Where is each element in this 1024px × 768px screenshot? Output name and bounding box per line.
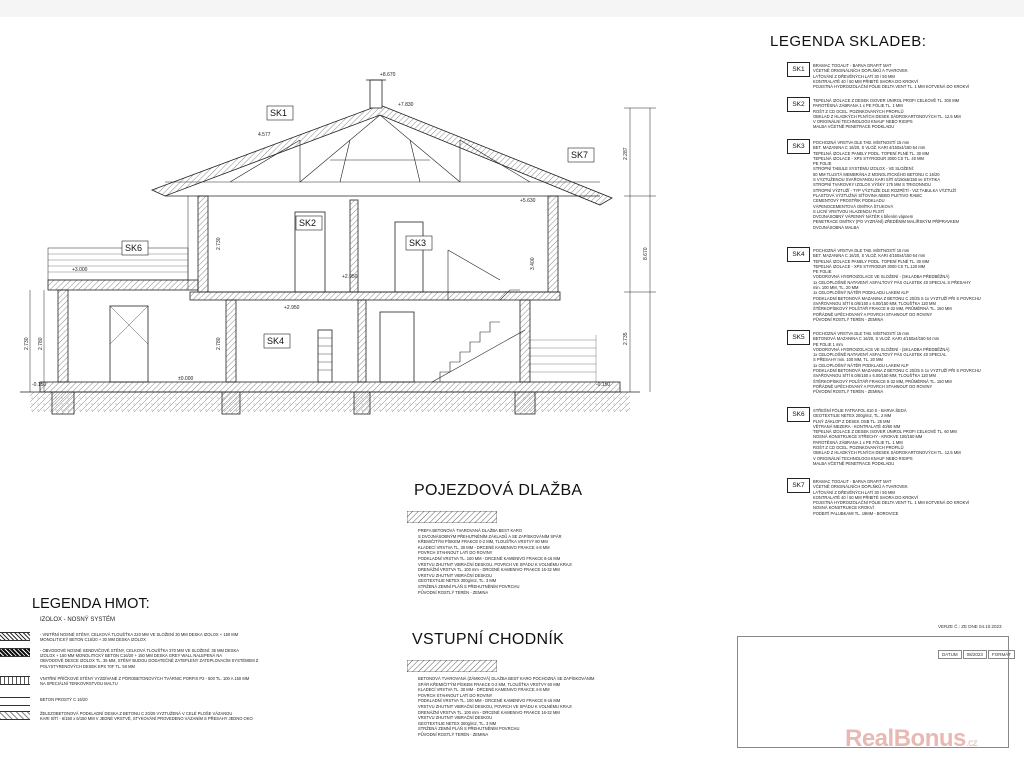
watermark-brand: RealBonus [845,725,966,752]
structure-description [813,479,1013,516]
structure-line: PŮVODNÍ ROSTLÝ TERÉN - ZEMINA [813,316,884,322]
layer-line: VRSTVU ZHUTNIT VIBRAČNÍ DESKOU, POVRCH VE SPÁDU K VOLNÉMU KRAJI [418,703,572,709]
structure-line: NOSNÁ KONSTRUKCE STŘECHY - KROKVE 100/160 MM [813,434,923,440]
material-line: OBVODOVÉ DESCE IZOLOX TL. 35 MM, STĚNY BUDOU DODATEČNĚ ZATEPLENY ZATEPLOVACÍM SYSTÉMEM Z [40,658,259,664]
dim-upper-wall: 2.730 [216,237,222,250]
structure-line: OBKLAD Z HLADKÝCH PLNÝCH DESEK SÁDROKARTONOVÝCH TL. 12.5 MM [813,450,961,456]
material-description [40,697,310,702]
structure-line: PE FOLIE 1 mm [813,341,843,347]
layer-line: VRSTVU ZHUTNIT VIBRAČNÍ DESKOU [418,715,493,721]
layer-line: PŮVODNÍ ROSTLÝ TERÉN - ZEMINA [418,589,489,595]
structure-line: 1x CELOPLOŠNĚ NATAVENÝ ASFALTOVÝ PÁS GLASTEK 40 SPECIAL [813,352,947,358]
structure-line: PAROTĚSNÁ ZÁBRANA 1 x PE FÓLIE TL. 1 MM [813,439,903,445]
structure-line: STROPNÍ TABULE SYSTÉMU IZOLOX - VE SLOŽENÍ: [813,166,914,172]
viewer-top-bar [0,0,1024,17]
material-line: KARI SÍTÍ - 6/150 x 6/150 MM V JEDNÉ VRSTVĚ, STYKOVÁNÍ PROVEDENO VÁZANÍM S PŘESAHY JEDNO OKO [40,716,253,722]
structure-line: BET. MAZANINA C 16/20, S VLOŽ. KARI 4/150x4/150 64 mm [813,253,926,259]
material-line: ŽELEZOBETONOVÁ PODKLADNÍ DESKA Z BETONU C 20/25 VYZTUŽENÁ V CELÉ PLOŠE VÁZANOU [40,711,233,716]
material-description [40,632,310,642]
date-label: DATUM [938,650,962,659]
material-line: POLYSTYRENOVÝCH DESEK EPS 70F TL. 50 MM [40,663,135,669]
dim-lower-wall: 2.780 [216,337,222,350]
structure-line: PENETRACE OMÍTKY (PO VYZRÁNÍ) ZŘEDĚNÍM MALÍŘSKÝM PŘÍPRAVKEM [813,219,959,225]
structure-line: 1x CELOPLOŠNÝ NÁTĚR PODKLADU LAKEM ALP [813,290,909,296]
sk2-label: SK2 [299,218,317,228]
driveway-layers [418,528,572,595]
structure-line: TEPELNÁ IZOLACE - XPS STYRODUR 3000 CS TL. 40 MM [813,155,924,161]
level-ridge: +7.830 [398,102,414,108]
layer-line: PODKLADNÍ VRSTVA TL. 100 MM - DRCENÉ KAMENIVO FRAKCE 8-16 MM [418,698,561,704]
structure-description [813,63,1013,89]
material-description [40,648,310,669]
terrace-railing [48,248,188,280]
structure-line: MALBA VČETNĚ PENETRACE PODKLADU [813,124,895,130]
structure-description [813,248,1013,322]
format-label: FORMÁT [988,650,1015,659]
floor-slab [40,382,620,392]
dim-left-2: 2.780 [38,337,44,350]
structure-line: BRAMAC TOGALIT - BARVA GRAFIT MAT [813,479,892,484]
structure-line: POCHOZNÁ VRSTVA DLE TAB. MÍSTNOSTÍ 15 mm [813,248,910,253]
version-note: VERZE Č.: ZE DNE 04.10.2023 [938,624,1002,629]
dim-right-upper: 2.287 [623,147,629,160]
material-description [40,711,310,721]
structure-line: BET. MAZANINA C 16/20, S VLOŽ. KARI 4/150x4/150 64 mm [813,145,926,151]
structure-line: V ORIGINÁLNÍ TECHNOLOGII KNAUF NEBO RIGIPS [813,455,913,461]
structure-line: PAROTĚSNÁ ZÁBRANA 1 x PE FÓLIE TL. 1 MM [813,103,903,109]
structures-legend-title: LEGENDA SKLADEB: [770,33,927,50]
structure-line: PODKLADNÍ BETONOVÁ MAZANINA Z BETONU C 20/25 S 1x VYZTUŽÍ PŘI S POVRCHU [813,295,981,301]
layer-line: DRENÁŽNÍ VRSTVA TL. 100 mm - DRCENÉ KAMENIVO FRAKCE 16-32 MM [418,709,560,715]
structure-line: ŠTĚRKOPÍSKOVÝ POLŠTÁŘ FRAKCE 8-32 MM, PRŮMĚRNÁ TL. 150 MM [813,306,952,312]
structure-line: DVOJNÁSOBNÝ VÁPENNÝ NÁTĚR s bílením vápnem [813,214,914,220]
layer-line: KLADECÍ VRSTVA TL. 30 MM - DRCENÉ KAMENIVO FRAKCE 4-8 MM [418,687,550,693]
structure-line: BRAMAC TOGALIT - BARVA GRAFIT MAT [813,63,892,68]
structure-line: POŘÁDNĚ UPĚCHOVANÝ A POVRCH STAHNOUT DO ROVINY [813,383,933,389]
structure-line: GEOTEXTILIE NETEX 200g/m2, TL. 2 MM [813,413,892,419]
structure-line: 1x CELOPLOŠNĚ NATAVENÝ ASFALTOVÝ PÁS GLASTEK 40 SPECIAL S PŘESAHY [813,279,971,285]
structure-line: POCHOZNÁ VRSTVA DLE TAB. MÍSTNOSTÍ 15 mm [813,140,910,145]
structure-line: STŘEŠNÍ FÓLIE FATRAFOL 810 S - BARVA ŠEDÁ [813,408,907,413]
structure-code-box: SK6 [787,407,810,422]
layer-line: STRŽENÁ ZEMNÍ PLÁŇ S PŘEHUTNĚNÍM POVRCHU [418,726,520,732]
structure-line: PŮVODNÍ ROSTLÝ TERÉN - ZEMINA [813,389,884,395]
staircase [432,250,525,382]
structure-line: NOSNÁ KONSTRUKCE KROKVÍ [813,505,874,511]
dim-overall: 8.670 [643,247,649,260]
material-line: VNITŘNÍ PŘÍČKOVÉ STĚNY VYZDÍVANÉ Z PÓROBETONOVÝCH TVÁRNIC PORFIX P2 - 500 TL. 100 A 150 MM [40,676,250,681]
material-line: NA SPECIÁLNÍ TENKOVRSTVOU MALTU [40,681,118,687]
structure-line: SVAŘOVANOU SÍTÍ 6.0/6/150 x 6.00/150 MM, TLOUŠŤKA 120 MM [813,300,936,306]
material-line: IZOLOX + 150 MM MONOLITICKÝ BETON C16/20 + 150 MM DESKA GREY WALL NALEPENÁ NA [40,653,223,659]
structure-line: V ORIGINÁLNÍ TECHNOLOGII KNAUF NEBO RIGIPS [813,119,913,125]
layer-line: BETONOVÁ TVAROVANÁ (ZÁMKOVÁ) DLAŽBA BEST KARO POCHOZNÁ SE ZAPÍSKOVÁNÍM [418,676,595,681]
structure-line: POJISTNÁ HYDROIZOLAČNÍ FÓLIE DELTA VENT TL. 1 MM KOTVENÁ DO KROKVÍ [813,500,970,506]
date-value: 08/2023 [963,650,987,659]
structure-line: VÁPENOCEMENTOVÁ OMÍTKA ŠTUKOVÁ [813,203,894,209]
structure-line: PLNÝ ZÁKLOP Z DESEK OSB TL. 25 MM [813,418,890,424]
layer-line: VRSTVU ZHUTNIT VIBRAČNÍ DESKOU, POVRCH VE SPÁDU K VOLNÉMU KRAJI [418,561,572,567]
layer-line: VRSTVU ZHUTNIT VIBRAČNÍ DESKOU [418,572,493,578]
level-eave: +5.630 [520,198,536,204]
material-description [40,676,310,686]
structure-line: VČETNĚ ORIGINÁLNÍCH DOPLŇKŮ A TVAROVEK [813,68,908,74]
structure-line: S LICNÍ VRSTVOU HLAZENOU PLSTÍ [813,208,885,214]
structure-line: S VYZTUŽENOU SVAŘOVANOU KARI SÍTÍ 6/150x6/150 ve STATIKA [813,177,941,183]
level-top-ridge: +8.670 [380,72,396,78]
structure-line: CEMENTOVÝ PROSTŘIK PODKLADU [813,198,885,204]
layer-line: DRENÁŽNÍ VRSTVA TL. 100 mm - DRCENÉ KAMENIVO FRAKCE 16-32 MM [418,567,560,573]
structure-line: POJISTNÁ HYDROIZOLAČNÍ FÓLIE DELTA VENT TL. 1 MM KOTVENÁ DO KROKVÍ [813,84,970,90]
entrance-path-layer-swatch [407,660,497,672]
material-line: BETON PROSTÝ C 16/20 [40,697,88,702]
material-swatch [0,632,30,641]
level-slab: +2.950 [284,305,300,311]
material-swatch [0,711,30,720]
dim-roof-slope: 4.577 [258,132,271,138]
structure-line: TEPELNÁ IZOLACE PANELY PODL. TOPENÍ PLNÉ TL. 30 MM [813,258,930,264]
structure-line: STROPNÍ TVAROVKY IZOLOX VÝŠKY 175 MM S TRIGONNOU [813,182,931,188]
entrance-path-title: VSTUPNÍ CHODNÍK [412,631,565,648]
layer-line: POVRCH STAHNOUT LATÍ DO ROVINY [418,550,493,556]
sk1-label: SK1 [270,108,288,118]
sk3-label: SK3 [409,238,427,248]
material-swatch [0,697,30,706]
structure-line: ŠTĚRKOPÍSKOVÝ POLŠTÁŘ FRAKCE 8-32 MM, PRŮMĚRNÁ TL. 150 MM [813,378,952,384]
sk6-label: SK6 [125,243,143,253]
structure-code-box: SK3 [787,139,810,154]
level-right-terrain: -0.150 [596,382,611,388]
roof-outline [152,105,612,205]
material-line: MONOLITICKÝ BETON C16/20 + 30 MM DESKA IZOLOX [40,637,146,643]
structure-line: TEPELNÁ IZOLACE Z DESEK ISOVER UNIROL PROFI CELKOVĚ TL. 300 MM [813,98,960,103]
structure-line: PODKLADNÍ BETONOVÁ MAZANINA Z BETONU C 20/25 S 1x VYZTUŽÍ PŘI S POVRCHU [813,368,981,374]
material-line: - OBVODOVÉ NOSNÉ SENDVIČOVÉ STĚNY, CELKOVÁ TLOUŠŤKA 370 MM VE SLOŽENÍ: 35 MM DESKA [40,648,239,653]
structure-code-box: SK1 [787,62,810,77]
layer-line: GEOTEXTILIE NETEX 300g/m2, TL. 3 MM [418,578,497,584]
structure-line: BETONOVÁ MAZANINA C 16/20, S VLOŽ. KARI 4/150x4/150 64 mm [813,336,940,342]
layer-line: PŮVODNÍ ROSTLÝ TERÉN - ZEMINA [418,731,489,737]
layer-line: S DVOJNÁSOBNÝM PŘEHUTNĚNÍM ZÁKLADŮ A SE ZAPÍSKOVÁNÍM SPÁR [418,533,562,539]
title-block-cells [938,643,1016,661]
building-section-drawing [0,60,760,480]
structure-description [813,140,1013,230]
level-first-floor: +2.950 [342,274,358,280]
sk4-label: SK4 [267,336,285,346]
structure-line: TEPELNÁ IZOLACE Z DESEK ISOVER UNIROL PROFI CELKOVĚ TL. 60 MM [813,429,957,435]
structure-code-box: SK7 [787,478,810,493]
level-terrace: +3.000 [72,267,88,273]
layer-line: PODKLADNÍ VRSTVA TL. 100 MM - DRCENÉ KAMENIVO FRAKCE 8-16 MM [418,555,561,561]
structure-description [813,331,1013,395]
structure-line: LAŤOVÁNÍ Z DŘEVĚNÝCH LATÍ 30 / 50 MM [813,73,895,79]
driveway-layer-swatch [407,511,497,523]
layer-line: KLADECÍ VRSTVA TL. 30 MM - DRCENÉ KAMENIVO FRAKCE 4-8 MM [418,544,550,550]
driveway-title: POJEZDOVÁ DLAŽBA [414,482,583,499]
dim-left-1: 2.730 [24,337,30,350]
structure-line: S PŘESAHY min. 100 MM, TL. 20 MM [813,357,883,363]
structure-line: VČETNĚ ORIGINÁLNÍCH DOPLŇKŮ A TVAROVEK [813,484,908,490]
material-line: - VNITŘNÍ NOSNÉ STĚNY, CELKOVÁ TLOUŠŤKA 220 MM VE SLOŽENÍ 30 MM DESKA IZOLOX + 150 MM [40,632,239,637]
dim-stair-height: 3.400 [530,257,536,270]
watermark-tld: .cz [965,738,978,749]
chimney [370,80,382,108]
structure-line: VODOROVNÁ HYDROIZOLACE VE SLOŽENÍ - (SKLADBA PŘEDBĚŽNÁ) [813,274,950,280]
ground-door [110,306,148,382]
structure-line: SVAŘOVANOU SÍTÍ 6.0/6/150 x 6.00/150 MM, TLOUŠŤKA 120 MM [813,373,936,379]
structure-line: DVOJNÁSOBNÁ MALBA [813,224,859,230]
structure-line: PE FOLIE [813,161,832,167]
level-ground: ±0.000 [178,376,194,382]
structure-line: VODOROVNÁ HYDROIZOLACE VE SLOŽENÍ - (SKLADBA PŘEDBĚŽNÁ) [813,346,950,352]
structure-line: PODBITÍ PALUBKAMI TL. 19MM - BOROVICE [813,510,899,516]
entrance-path-layers [418,676,594,738]
structure-description [813,408,1013,466]
structure-line: VĚTRANÁ MEZERA - KONTRALATĚ 40/60 MM [813,423,901,429]
layer-line: POVRCH STAHNOUT LATÍ DO ROVINY [418,692,493,698]
layer-line: GEOTEXTILIE NETEX 300g/m2, TL. 3 MM [418,720,497,726]
level-left-terrain: -0.150 [32,382,47,388]
structure-line: min. 100 MM, TL. 20 MM [813,285,859,291]
structure-code-box: SK4 [787,247,810,262]
structure-line: POCHOZNÁ VRSTVA DLE TAB. MÍSTNOSTÍ 15 mm [813,331,910,336]
sk7-label: SK7 [571,150,589,160]
dim-right-lower: 2.735 [623,332,629,345]
structure-code-box: SK5 [787,330,810,345]
structure-description [813,98,1013,130]
structure-line: KONTRALATĚ 40 / 60 MM PŘIBITÉ SHORA DO KROKVÍ [813,494,919,500]
structure-code-box: SK2 [787,97,810,112]
materials-legend-title: LEGENDA HMOT: [32,596,150,612]
layer-line: SPÁR KŘEMIČITÝM PÍSKEM FRAKCE 0-2 MM, TLOUŠŤKA VRSTVY 60 MM [418,681,561,687]
structure-line: STROPNÍ VÝZTUŽÍ - TYP VÝZTUŽE DLE ROZPĚTÍ - VIZ TABULKA VÝZTUŽÍ [813,187,956,193]
realbonus-watermark-logo [845,725,977,753]
material-swatch [0,648,30,657]
structure-line: KONTRALATĚ 40 / 60 MM PŘIBITÉ SHORA DO KROKVÍ [813,78,919,84]
structure-line: POŘÁDNĚ UPĚCHOVANÝ A POVRCH STAHNOUT DO ROVINY [813,311,933,317]
structure-line: MALBA VČETNĚ PENETRACE PODKLADU [813,460,895,466]
material-swatch [0,676,30,685]
structure-line: PLASTOVÁ VÝZTUŽNÁ SÍŤOVINA NEBO PLETIVO RABIC [813,192,923,198]
structure-line: 1x CELOPLOŠNÝ NÁTĚR PODKLADU LAKEM ALP [813,362,909,368]
layer-line: KŘEMIČITÝM PÍSKEM FRAKCE 0-2 MM, TLOUŠŤKA VRSTVY 80 MM [418,539,548,545]
structure-line: TEPELNÁ IZOLACE PANELY PODL. TOPENÍ PLNÉ TL. 30 MM [813,150,930,156]
structure-line: LAŤOVÁNÍ Z DŘEVĚNÝCH LATÍ 30 / 50 MM [813,489,895,495]
structure-line: TEPELNÁ IZOLACE - XPS STYRODUR 3000 CS TL.120 MM [813,263,926,269]
layer-line: STRŽENÁ ZEMNÍ PLÁŇ S PŘEHUTNĚNÍM POVRCHU [418,583,520,589]
structure-line: ROŠT Z CD OCEL. POZINKOVANÝCH PROFILŮ [813,445,904,451]
structure-line: OBKLAD Z HLADKÝCH PLNÝCH DESEK SÁDROKARTONOVÝCH TL. 12.5 MM [813,113,961,119]
structure-line: 50 MM TLUSTÁ MEMBRÁNA Z MONOLITICKÉHO BETONU C 16/20 [813,171,940,177]
materials-legend-subtitle: IZOLOX - NOSNÝ SYSTÉM [40,617,116,623]
structure-line: ROŠT Z CD OCEL. POZINKOVANÝCH PROFILŮ [813,108,904,114]
structure-line: PE FOLIE [813,269,832,275]
layer-line: PREFA BETONOVÁ TVAROVANÁ DLAŽBA BEST KARO [418,528,523,533]
